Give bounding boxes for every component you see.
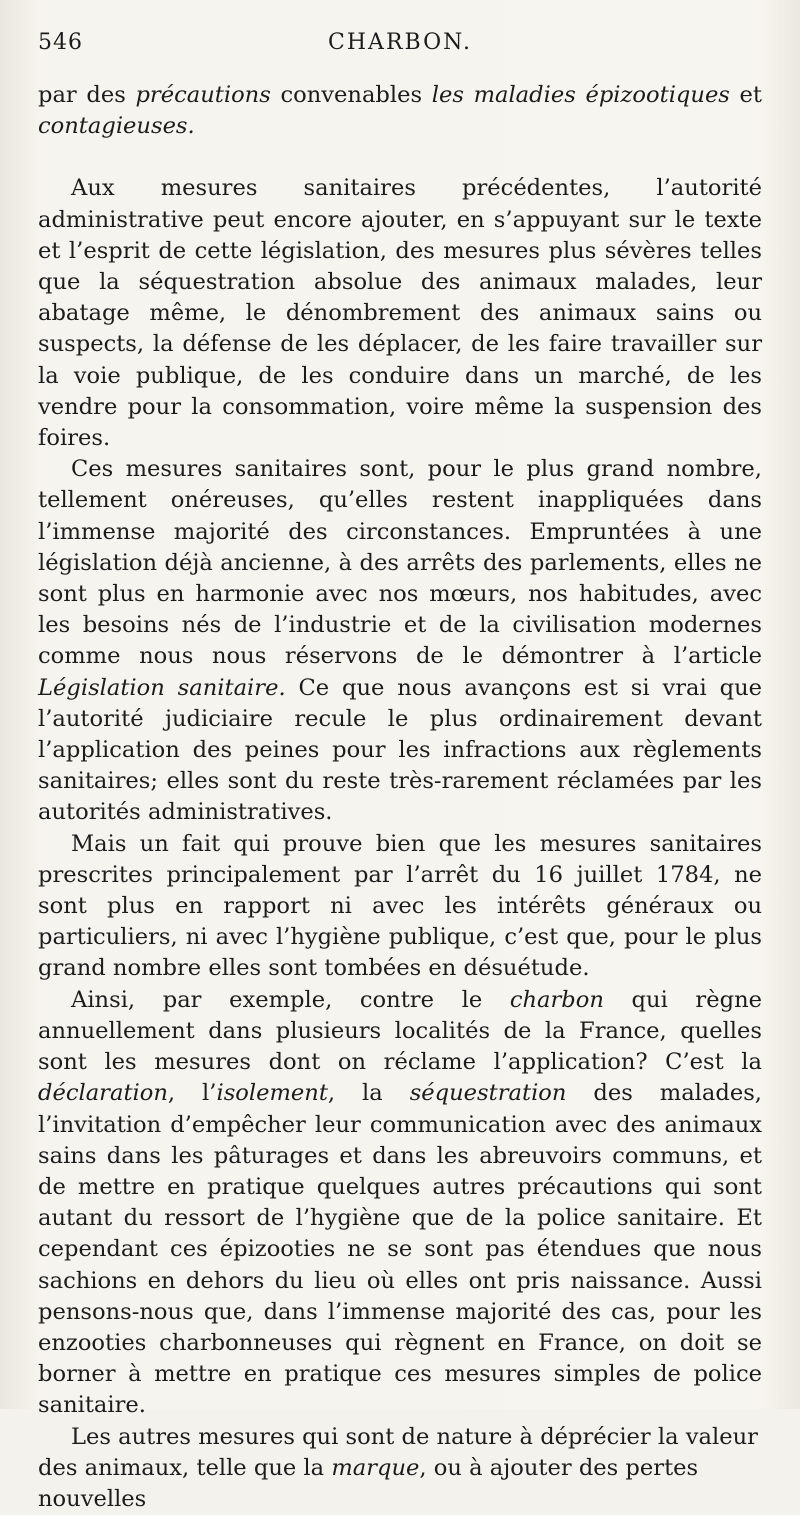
emphasis: Législation sanitaire. [38,674,286,701]
paragraph: Ces mesures sanitaires sont, pour le plus grand nombre, tellement onéreuses, qu’elles restent inappliquées dans l’immense majorité des circonstances. Empruntées à une législation déjà ancienne, à des arrêts des parlements, elles ne sont plus en harmonie avec nos mœurs, nos habitudes, avec les besoins nés de l’industrie et de la civilisation modernes comme nous nous réservons de le démontrer à l’article Législation sanitaire. Ce que nous avançons est si vrai que l’autorité judiciaire recule le plus ordinairement devant l’application des peines pour les infractions aux règlements sanitaires; elles sont du reste très-rarement réclamées par les autorités administratives. [38,456,762,826]
emphasis: déclaration [38,1080,168,1107]
paragraph: Aux mesures sanitaires précédentes, l’autorité administrative peut encore ajouter, en s’appuyant sur le texte et l’esprit de cette législation, des mesures plus sévères telles que la séquestration absolue des animaux malades, leur abatage même, le dénombrement des animaux sains ou suspects, la défense de les déplacer, de les faire travailler sur la voie publique, de les conduire dans un marché, de les vendre pour la consommation, voire même la suspension des foires. [38,175,762,452]
emphasis: contagieuses. [38,113,195,140]
paragraph: Ainsi, par exemple, contre le charbon qui règne annuellement dans plusieurs localités de la France, quelles sont les mesures dont on réclame l’application? C’est la déclaration, l’isolement, la séquestration des malades, l’invitation d’empêcher leur communication avec des animaux sains dans les pâturages et dans les abreuvoirs communs, et de mettre en pratique quelques autres précautions qui sont autant du ressort de l’hygiène que de la police sanitaire. Et cependant ces épizooties ne se sont pas étendues que nous sachions en dehors du lieu où elles ont pris naissance. Aussi pensons-nous que, dans l’immense majorité des cas, pour les enzooties charbonneuses qui règnent en France, on doit se borner à mettre en pratique ces mesures simples de police sanitaire. [38,986,762,1419]
emphasis: séquestration [409,1080,567,1107]
running-title: CHARBON. [328,30,472,55]
paragraph: Les autres mesures qui sont de nature à déprécier la valeur des animaux, telle que la marque, ou à ajouter des pertes nouvelles [38,1423,758,1512]
emphasis: marque [331,1454,420,1481]
paragraph-continued: par des précautions convenables les maladies épizootiques et contagieuses. [38,82,762,140]
emphasis: précautions [135,82,271,108]
page-number: 546 [38,30,83,55]
paragraph: Mais un fait qui prouve bien que les mesures sanitaires prescrites principalement par l’arrêt du 16 juillet 1784, ne sont plus en rapport ni avec les intérêts généraux ou particuliers, ni avec l’hygiène publique, c’est que, pour le plus grand nombre elles sont tombées en désuétude. [38,830,762,982]
emphasis: les maladies épizootiques [431,82,730,108]
emphasis: charbon [509,986,604,1013]
emphasis: isolement [216,1080,328,1107]
running-header [38,30,762,60]
body-text [38,80,762,1515]
